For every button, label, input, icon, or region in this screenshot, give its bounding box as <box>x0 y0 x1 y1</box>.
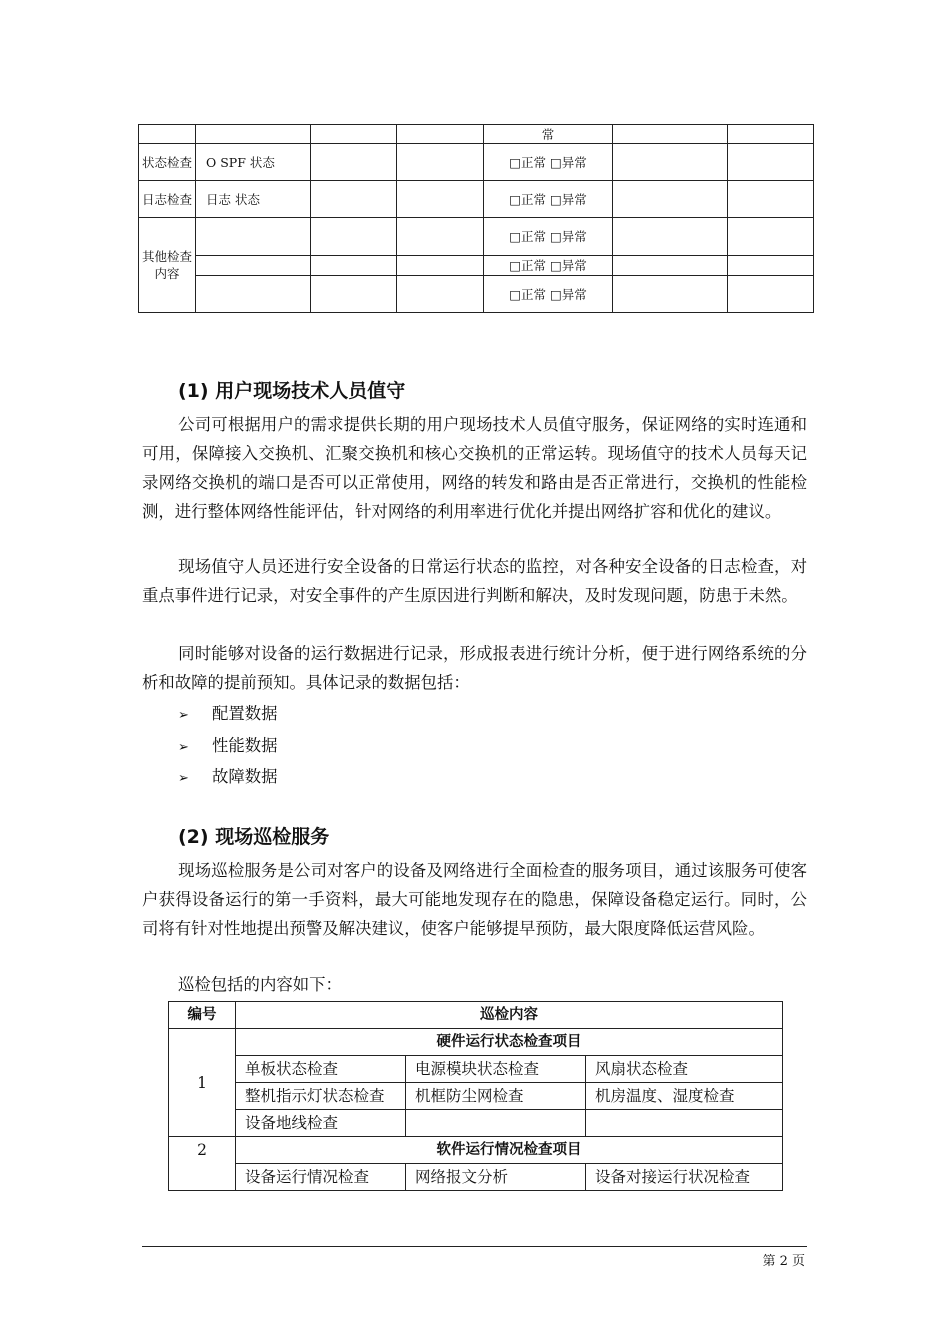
status-check-table <box>138 124 814 313</box>
table-cell: 设备对接运行状况检查 <box>586 1164 783 1191</box>
paragraph: 巡检包括的内容如下： <box>178 975 342 994</box>
list-item: ➢ 配置数据 <box>178 704 278 723</box>
footer-rule <box>142 1246 807 1247</box>
table-cell: 设备运行情况检查 <box>236 1164 406 1191</box>
paragraph: 现场巡检服务是公司对客户的设备及网络进行全面检查的服务项目，通过该服务可使客户获得设备运行的第一手资料，最大可能地发现存在的隐患，保障设备稳定运行。同时，公司将有针对性地提出预警及解决建议，使客户能够提早预防，最大限度降低运营风险。 <box>142 861 807 938</box>
table-cell: 网络报文分析 <box>406 1164 586 1191</box>
category-cell: 日志检查 <box>139 181 196 218</box>
section-heading: (1) 用户现场技术人员值守 <box>178 380 406 402</box>
category-cell: 状态检查 <box>139 144 196 181</box>
table-cell: 机框防尘网检查 <box>406 1083 586 1110</box>
table-cell <box>406 1110 586 1137</box>
paragraph: 公司可根据用户的需求提供长期的用户现场技术人员值守服务，保证网络的实时连通和可用，保障接入交换机、汇聚交换机和核心交换机的正常运转。现场值守的技术人员每天记录网络交换机的端口是否可以正常使用，网络的转发和路由是否正常进行，交换机的性能检测，进行整体网络性能评估，针对网络的利用率进行优化并提出网络扩容和优化的建议。 <box>142 415 807 521</box>
table-cell: 整机指示灯状态检查 <box>236 1083 406 1110</box>
status-cell: 常 <box>484 125 613 144</box>
table-cell: 风扇状态检查 <box>586 1056 783 1083</box>
list-item: ➢ 性能数据 <box>178 736 278 755</box>
status-cell: □正常 □异常 <box>484 256 613 276</box>
paragraph: 现场值守人员还进行安全设备的日常运行状态的监控，对各种安全设备的日志检查，对重点事件进行记录，对安全事件的产生原因进行判断和解决，及时发现问题，防患于未然。 <box>142 557 807 605</box>
group-number: 1 <box>169 1029 236 1137</box>
section-heading: (2) 现场巡检服务 <box>178 826 330 848</box>
status-cell: □正常 □异常 <box>484 218 613 256</box>
category-cell: 其他检查内容 <box>139 218 196 313</box>
group-title: 软件运行情况检查项目 <box>236 1137 783 1164</box>
inspection-table <box>168 1001 783 1191</box>
item-cell: 日志 状态 <box>196 181 311 218</box>
arrow-bullet-icon: ➢ <box>178 708 189 723</box>
arrow-bullet-icon: ➢ <box>178 771 189 786</box>
table-cell: 单板状态检查 <box>236 1056 406 1083</box>
group-number: 2 <box>169 1137 236 1191</box>
table-cell <box>586 1110 783 1137</box>
table-cell: 电源模块状态检查 <box>406 1056 586 1083</box>
list-item: ➢ 故障数据 <box>178 767 278 786</box>
page-number: 第 2 页 <box>762 1254 805 1269</box>
status-cell: □正常 □异常 <box>484 276 613 313</box>
status-cell: □正常 □异常 <box>484 144 613 181</box>
paragraph: 同时能够对设备的运行数据进行记录，形成报表进行统计分析，便于进行网络系统的分析和故障的提前预知。具体记录的数据包括： <box>142 644 807 692</box>
arrow-bullet-icon: ➢ <box>178 740 189 755</box>
status-cell: □正常 □异常 <box>484 181 613 218</box>
item-cell: O SPF 状态 <box>196 144 311 181</box>
table-cell: 机房温度、湿度检查 <box>586 1083 783 1110</box>
table-cell: 设备地线检查 <box>236 1110 406 1137</box>
group-title: 硬件运行状态检查项目 <box>236 1029 783 1056</box>
header-number: 编号 <box>169 1002 236 1029</box>
header-content: 巡检内容 <box>236 1002 783 1029</box>
